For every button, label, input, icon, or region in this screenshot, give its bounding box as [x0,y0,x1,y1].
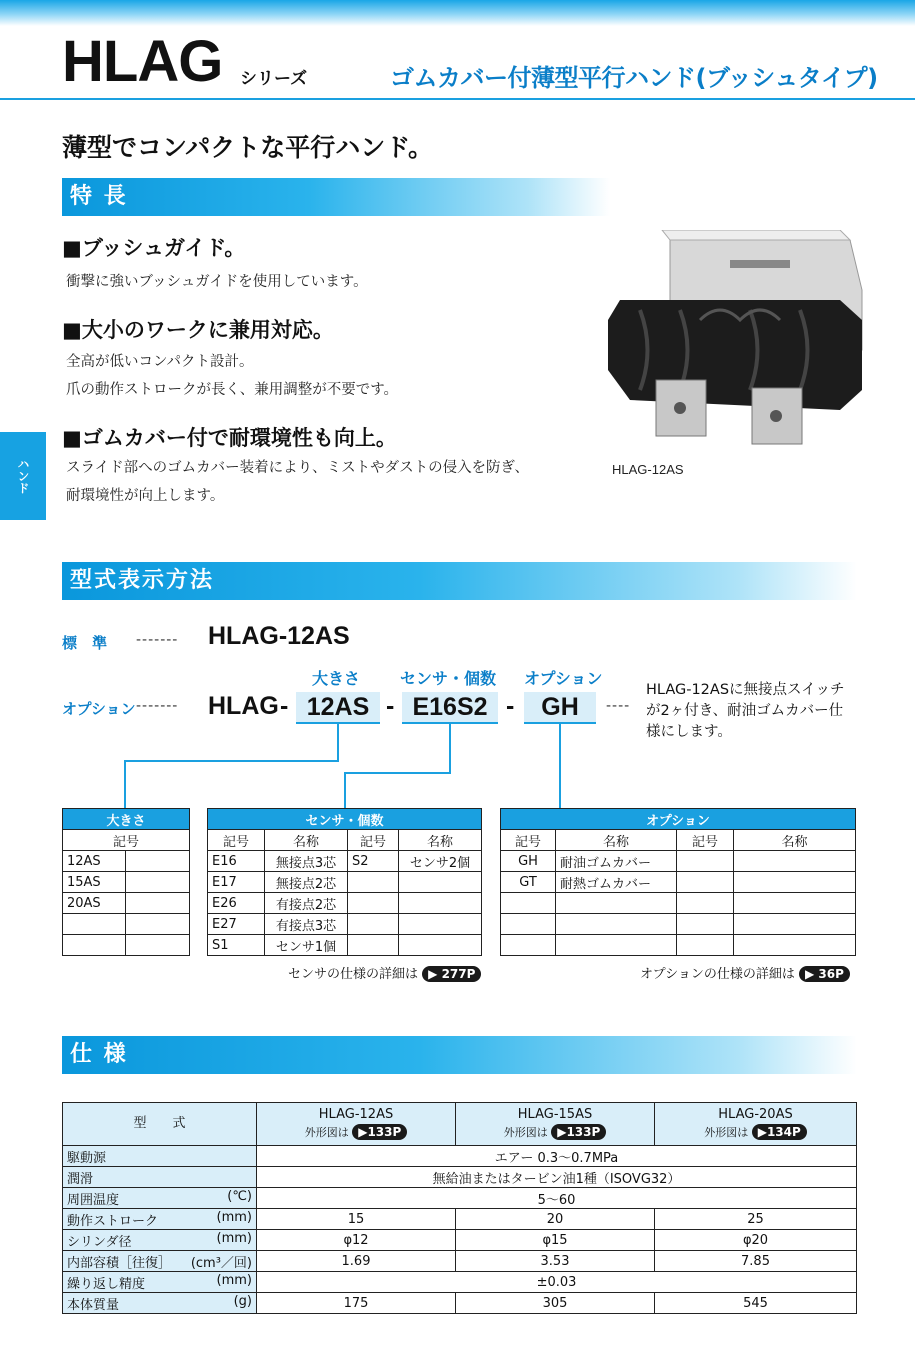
cell: 無接点2芯 [265,872,348,893]
page-number: 36P [818,967,844,981]
col-header: 名称 [556,830,677,851]
spec-section-header: 仕 様 [62,1036,857,1074]
cell: E26 [208,893,265,914]
feature-heading: ■大小のワークに兼用対応。 [62,318,334,342]
cell [501,914,556,935]
cell [348,893,399,914]
series-title: HLAG [62,29,223,94]
side-tab-hand[interactable]: ハンド [0,432,46,520]
cell [677,893,734,914]
table-row [501,935,856,956]
cell: E16 [208,851,265,872]
cell [734,935,856,956]
col-header: 記号 [677,830,734,851]
spec-value: 1.69 [257,1251,456,1272]
table-row [63,914,190,935]
cell: S2 [348,851,399,872]
header-divider [0,98,915,100]
unit-text: (g) [233,1293,252,1309]
size-table-title: 大きさ [63,809,190,830]
standard-model: HLAG-12AS [208,622,350,650]
cell [677,914,734,935]
hyphen: - [386,692,395,720]
cell: S1 [208,935,265,956]
size-table [62,808,190,956]
cell [734,893,856,914]
cell [348,914,399,935]
cell: GT [501,872,556,893]
size-table-col: 記号 [63,830,190,851]
leader-dashes: ------- [136,632,179,648]
option-ref[interactable] [640,963,850,982]
sensor-code: E16S2 [402,692,498,724]
spec-table [62,1102,857,1314]
cell [734,872,856,893]
page-number: 134P [766,1125,801,1139]
unit-text: (cm³／回) [190,1255,252,1271]
table-row [63,1230,857,1251]
model-header [655,1103,857,1146]
connector-line [344,772,451,774]
cell: GH [501,851,556,872]
table-row [63,1272,857,1293]
table-row [63,1188,857,1209]
model-name: HLAG-12AS [318,1107,394,1122]
spec-value: φ20 [655,1230,857,1251]
table-row [501,872,856,893]
photo-caption: HLAG-12AS [612,462,684,477]
table-row [208,935,482,956]
cell [348,935,399,956]
table-row [208,851,482,872]
table-row [208,914,482,935]
connector-line [337,724,339,760]
label-text: 周囲温度 [67,1192,120,1208]
outline-ref-link[interactable]: ▶133P [551,1124,606,1140]
table-row [63,935,190,956]
table-row [63,1251,857,1272]
model-note [646,680,844,743]
cell [501,935,556,956]
outline-ref-link[interactable]: ▶134P [752,1124,807,1140]
ref-text: 外形図は [503,1126,548,1139]
series-suffix: シリーズ [240,69,308,89]
feature-text: 爪の動作ストロークが長く、兼用調整が不要です。 [66,382,399,398]
option-label: オプション [62,700,136,718]
cell [734,914,856,935]
size-code-cell [63,914,126,935]
table-row [63,1146,857,1167]
spec-row-label [63,1188,257,1209]
leader-dashes: ---- [606,698,631,714]
cell [556,893,677,914]
spec-row-label [63,1251,257,1272]
col-header: 名称 [399,830,482,851]
size-code-cell: 15AS [63,872,126,893]
spec-value: 175 [257,1293,456,1314]
sensor-ref[interactable] [288,963,481,982]
cell [399,935,482,956]
feature-text: スライド部へのゴムカバー装着により、ミストやダストの侵入を防ぎ、 [66,460,529,476]
spec-row-label [63,1230,257,1251]
spec-value: 25 [655,1209,857,1230]
spec-row-label [63,1146,257,1167]
cell: E27 [208,914,265,935]
spec-value: 20 [456,1209,655,1230]
unit-text: (mm) [216,1230,252,1246]
feature-text: 耐環境性が向上します。 [66,488,225,504]
cell: 無接点3芯 [265,851,348,872]
option-table [500,808,856,956]
cell: E17 [208,872,265,893]
cell: 耐熱ゴムカバー [556,872,677,893]
connector-line [124,760,126,808]
spec-value: 3.53 [456,1251,655,1272]
option-code: GH [524,692,596,724]
spec-value: 15 [257,1209,456,1230]
unit-text: (mm) [216,1209,252,1225]
connector-line [344,772,346,808]
feature-heading: ■ゴムカバー付で耐環境性も向上。 [62,426,397,450]
page-number: 133P [367,1125,402,1139]
col-header: 記号 [348,830,399,851]
leader-dashes: ------- [136,698,179,714]
series-subtitle: ゴムカバー付薄型平行ハンド(ブッシュタイプ) [390,64,878,92]
page-number: 277P [441,967,476,981]
model-name: HLAG-20AS [718,1107,793,1122]
label-text: 動作ストローク [67,1213,159,1229]
cell [677,872,734,893]
spec-row-label [63,1167,257,1188]
model-prefix: HLAG [208,692,279,720]
spec-value: ±0.03 [257,1272,857,1293]
cell [399,893,482,914]
sensor-part-heading: センサ・個数 [400,669,497,688]
cell: センサ1個 [265,935,348,956]
option-ref-text: オプションの仕様の詳細は [640,967,795,982]
label-text: 繰り返し精度 [67,1276,146,1292]
table-row [501,893,856,914]
col-header: 記号 [208,830,265,851]
spec-value: φ12 [257,1230,456,1251]
cell: 有接点3芯 [265,914,348,935]
hyphen: - [280,692,289,720]
hyphen: - [506,692,515,720]
cell [677,935,734,956]
table-row [63,1293,857,1314]
model-header [257,1103,456,1146]
lead-text: 薄型でコンパクトな平行ハンド。 [62,133,434,162]
option-ref-page-link[interactable]: ▶ 36P [799,966,850,982]
size-code-cell: 20AS [63,893,126,914]
feature-heading: ■ブッシュガイド。 [62,236,246,260]
label-text: 本体質量 [67,1297,120,1313]
spec-row-label [63,1209,257,1230]
spec-value: 7.85 [655,1251,857,1272]
cell [399,914,482,935]
col-header: 名称 [265,830,348,851]
option-table-title: オプション [501,809,856,830]
spec-value: 545 [655,1293,857,1314]
spec-value: 305 [456,1293,655,1314]
connector-line [124,760,339,762]
cell [734,851,856,872]
ref-text: 外形図は [704,1126,749,1139]
size-code: 12AS [296,692,380,724]
cell: センサ2個 [399,851,482,872]
product-photo [600,230,870,460]
spec-header-label: 型 式 [63,1103,257,1146]
feature-text: 全高が低いコンパクト設計。 [66,354,254,370]
option-part-heading: オプション [524,669,603,688]
spec-row-label [63,1293,257,1314]
table-row [501,851,856,872]
size-code-cell [63,935,126,956]
table-row [208,872,482,893]
note-line: 様にします。 [646,724,732,740]
size-part-heading: 大きさ [312,669,361,688]
note-line: HLAG-12ASに無接点スイッチ [646,682,845,698]
label-text: シリンダ径 [67,1234,132,1250]
cell [501,893,556,914]
connector-line [559,724,561,808]
table-row [63,1209,857,1230]
table-row [63,1167,857,1188]
sensor-ref-text: センサの仕様の詳細は [288,967,419,982]
model-header [456,1103,655,1146]
model-name: HLAG-15AS [517,1107,593,1122]
page-number: 133P [566,1125,601,1139]
sensor-table [207,808,482,956]
top-band [0,0,915,26]
cell [348,872,399,893]
feature-text: 衝撃に強いブッシュガイドを使用しています。 [66,274,368,290]
spec-row-label [63,1272,257,1293]
spec-value: φ15 [456,1230,655,1251]
connector-line [449,724,451,772]
standard-label: 標 準 [62,634,108,652]
spec-value: 無給油またはタービン油1種（ISOVG32） [257,1167,857,1188]
table-row [63,872,190,893]
cell: 耐油ゴムカバー [556,851,677,872]
label-text: 潤滑 [67,1171,94,1187]
cell [556,935,677,956]
features-section-header: 特 長 [62,178,610,216]
outline-ref-link[interactable]: ▶133P [352,1124,407,1140]
table-row [63,851,190,872]
label-text: 駆動源 [67,1150,107,1166]
cell: 有接点2芯 [265,893,348,914]
unit-text: (mm) [216,1272,252,1288]
note-line: が2ヶ付き、耐油ゴムカバー仕 [646,703,844,719]
col-header: 記号 [501,830,556,851]
cell [677,851,734,872]
spec-value: エアー 0.3〜0.7MPa [257,1146,857,1167]
table-row [63,893,190,914]
sensor-table-title: センサ・個数 [208,809,482,830]
label-text: 内部容積［往復］ [67,1255,172,1271]
cell [556,914,677,935]
spec-value: 5〜60 [257,1188,857,1209]
model-section-header: 型式表示方法 [62,562,857,600]
col-header: 名称 [734,830,856,851]
sensor-ref-page-link[interactable]: ▶ 277P [422,966,481,982]
ref-text: 外形図は [304,1126,349,1139]
table-row [208,893,482,914]
size-code-cell: 12AS [63,851,126,872]
table-row [501,914,856,935]
cell [399,872,482,893]
unit-text: (℃) [227,1188,252,1204]
